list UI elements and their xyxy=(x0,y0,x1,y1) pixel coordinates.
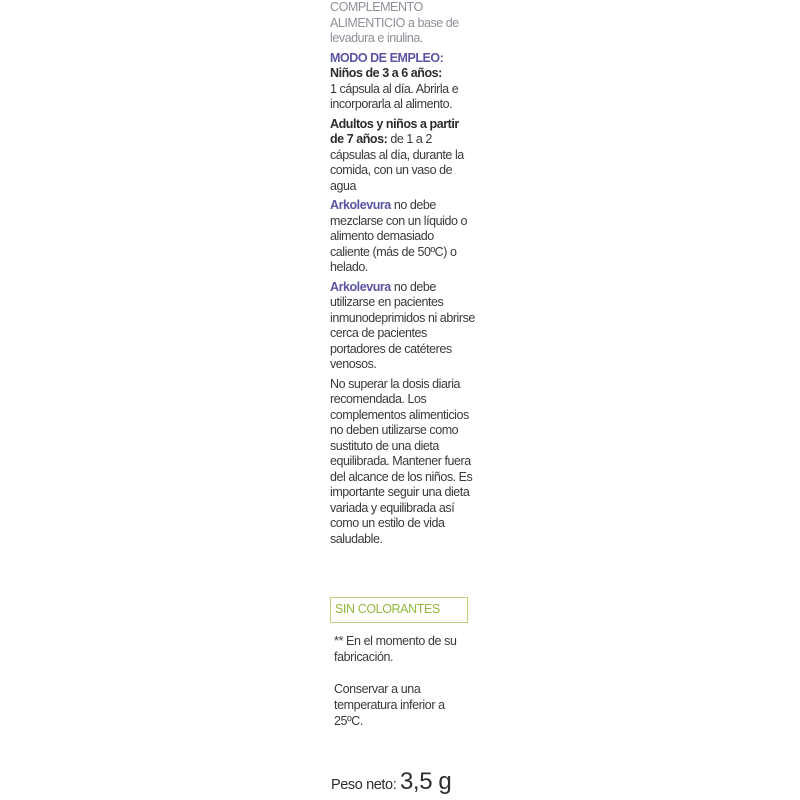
usage-adults-paragraph xyxy=(330,117,475,195)
storage-instruction: Conservar a una temperatura inferior a 25ºC. xyxy=(334,682,445,728)
intro-text: a base de levadura e inulina. xyxy=(330,15,459,45)
warning-heat-paragraph xyxy=(330,198,475,276)
sin-colorantes-badge: SIN COLORANTES xyxy=(330,597,468,623)
intro-heading-line2: ALIMENTICIO xyxy=(330,15,405,30)
usage-group2-label: Adultos y niños a partir de 7 años: xyxy=(330,116,459,146)
brand-name: Arkolevura xyxy=(330,279,391,294)
usage-group1-text: 1 cápsula al día. Abrirla e incorporarla al alimento. xyxy=(330,81,459,111)
brand-name: Arkolevura xyxy=(330,198,391,212)
net-weight-value: 3,5 g xyxy=(399,768,452,795)
usage-section xyxy=(330,51,475,113)
net-weight-label: Peso neto: xyxy=(331,777,397,793)
usage-title: MODO DE EMPLEO: xyxy=(330,50,444,65)
warning-immuno-text: no debe utilizarse en pacientes inmunodeprimidos ni abrirse cerca de pacientes portadores de catéteres venosos. xyxy=(330,279,475,371)
net-weight xyxy=(331,768,451,799)
usage-group2-text: de 1 a 2 cápsulas al día, durante la comida, con un vaso de agua xyxy=(330,132,464,193)
intro-heading-line1: COMPLEMENTO xyxy=(330,0,423,14)
footnote-text: ** En el momento de su fabricación. xyxy=(334,634,457,664)
warning-immuno-paragraph xyxy=(330,280,475,373)
warning-heat-text: no debe mezclarse con un líquido o alimento demasiado caliente (más de 50ºC) o helado. xyxy=(330,198,467,274)
general-warning-paragraph: No superar la dosis diaria recomendada. Los complementos alimenticios no deben utilizarse como sustituto de una dieta equilibrada. Mantener fuera del alcance de los niños. Es importante seguir una dieta variada y equilibrada así como un estilo de vida saludable. xyxy=(330,376,473,546)
usage-group1-label: Niños de 3 a 6 años: xyxy=(330,66,442,80)
product-label-text xyxy=(330,0,475,551)
intro-paragraph xyxy=(330,0,475,47)
